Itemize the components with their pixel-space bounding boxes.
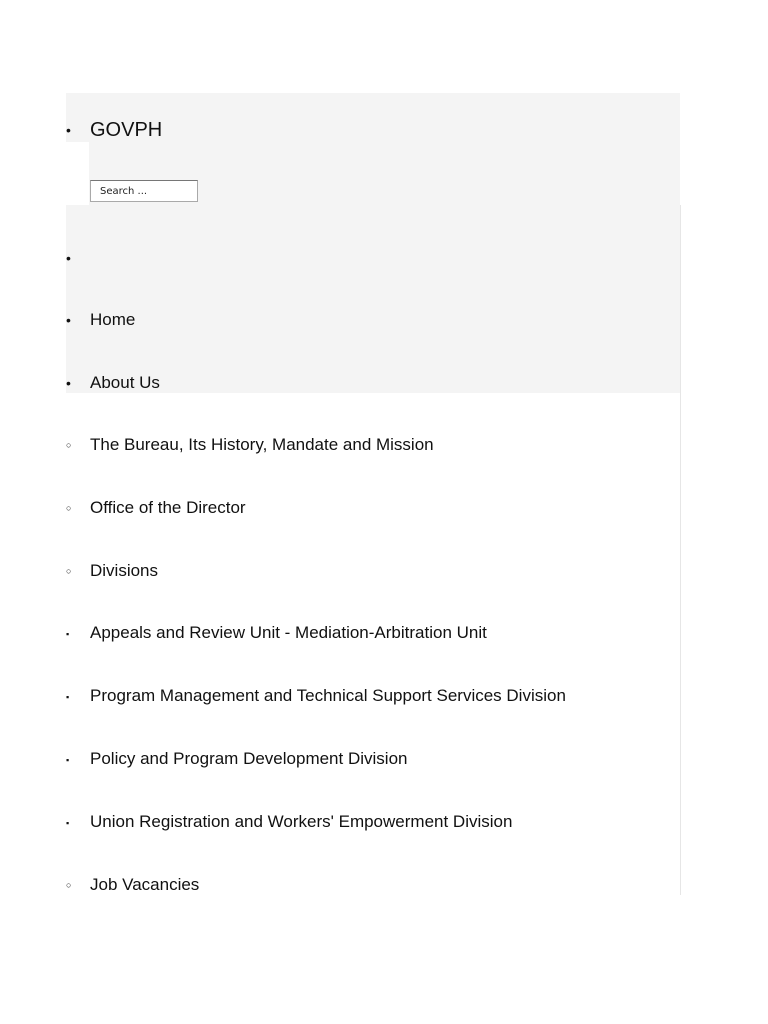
square-bullet-icon [66, 685, 90, 708]
nav-item-label: About Us [90, 373, 160, 392]
division-item-union-registration[interactable] [66, 811, 512, 833]
square-bullet-icon [66, 811, 90, 834]
division-item-program-management[interactable] [66, 685, 566, 707]
division-item-policy[interactable] [66, 748, 407, 770]
division-item-label: Policy and Program Development Division [90, 749, 408, 768]
submenu-item-bureau[interactable] [66, 434, 434, 456]
govph-label: GOVPH [90, 118, 163, 141]
submenu-item-label: Divisions [90, 561, 159, 580]
circle-bullet-icon [66, 497, 90, 519]
division-item-label: Program Management and Technical Support Services Division [90, 686, 566, 705]
square-bullet-icon [66, 748, 90, 771]
submenu-item-label: Office of the Director [90, 498, 246, 517]
list-bullet-icon [66, 119, 90, 142]
division-item-appeals[interactable] [66, 622, 487, 644]
circle-bullet-icon [66, 560, 90, 582]
govph-link[interactable] [66, 119, 162, 141]
submenu-item-job-vacancies[interactable] [66, 874, 199, 896]
empty-nav-item [66, 247, 90, 269]
division-item-label: Union Registration and Workers' Empowerment Division [90, 812, 513, 831]
square-bullet-icon [66, 622, 90, 645]
nav-background [66, 205, 680, 393]
nav-item-label: Home [90, 310, 136, 329]
submenu-item-divisions[interactable] [66, 560, 158, 582]
content-divider [680, 205, 681, 895]
nav-item-about-us[interactable] [66, 372, 160, 394]
circle-bullet-icon [66, 874, 90, 896]
search-input[interactable] [90, 180, 198, 202]
division-item-label: Appeals and Review Unit - Mediation-Arbitration Unit [90, 623, 487, 642]
list-bullet-icon [66, 372, 90, 395]
list-bullet-icon [66, 247, 90, 270]
circle-bullet-icon [66, 434, 90, 456]
nav-item-home[interactable] [66, 309, 135, 331]
submenu-item-label: The Bureau, Its History, Mandate and Mission [90, 435, 434, 454]
submenu-item-label: Job Vacancies [90, 875, 200, 894]
list-bullet-icon [66, 309, 90, 332]
submenu-item-office-director[interactable] [66, 497, 246, 519]
header-notch [66, 142, 89, 205]
